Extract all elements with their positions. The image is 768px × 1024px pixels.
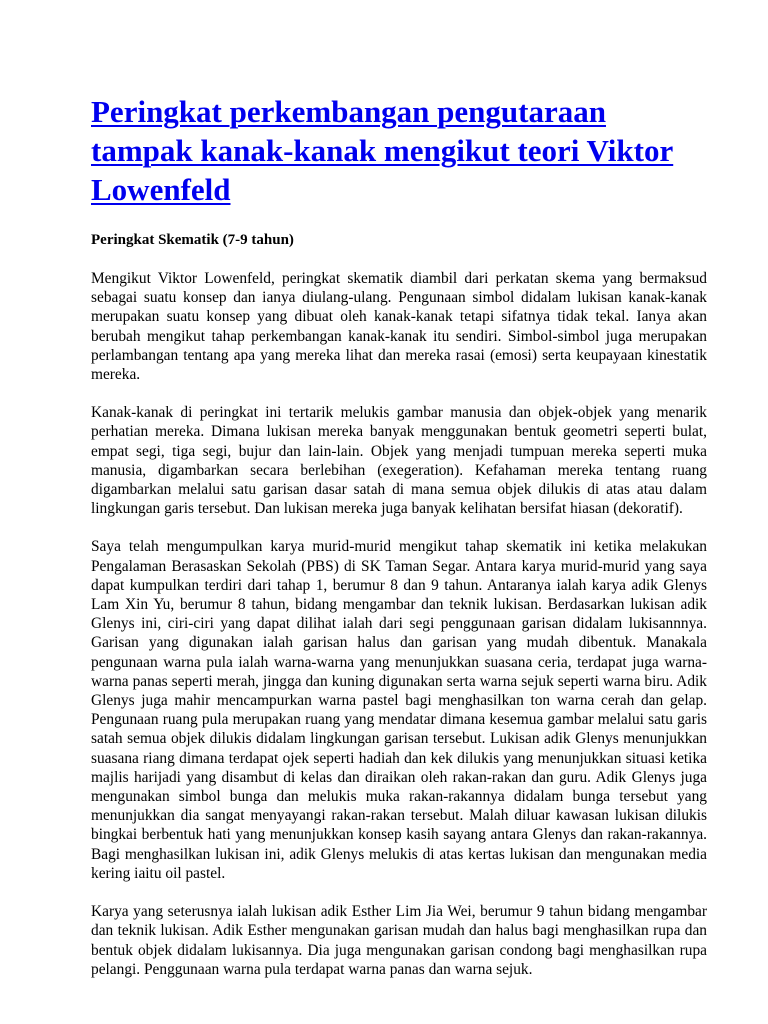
document-title-link[interactable]: Peringkat perkembangan pengutaraan tampak kanak-kanak mengikut teori Viktor Lowenfeld <box>91 94 674 207</box>
paragraph-4: Karya yang seterusnya ialah lukisan adik Esther Lim Jia Wei, berumur 9 tahun bidang mengambar dan teknik lukisan. Adik Esther mengunakan garisan mudah dan halus bagi menghasilkan rupa dan bentuk objek didalam lukisannya. Dia juga mengunakan garisan condong bagi menghasilkan rupa pelangi. Penggunaan warna pula terdapat warna panas dan warna sejuk. <box>91 903 707 978</box>
paragraph-2: Kanak-kanak di peringkat ini tertarik melukis gambar manusia dan objek-objek yang menarik perhatian mereka. Dimana lukisan mereka banyak menggunakan bentuk geometri seperti bulat, empat segi, tiga segi, bujur dan lain-lain. Objek yang menjadi tumpuan mereka seperti muka manusia, digambarkan secara berlebihan (exegeration). Kefahaman mereka tentang ruang digambarkan melalui satu garisan dasar satah di mana semua objek dilukis di atas atau dalam lingkungan garis tersebut. Dan lukisan mereka juga banyak kelihatan bersifat hiasan (dekoratif). <box>91 404 707 518</box>
paragraph-3: Saya telah mengumpulkan karya murid-murid mengikut tahap skematik ini ketika melakukan Pengalaman Berasaskan Sekolah (PBS) di SK Taman Segar. Antara karya murid-murid yang saya dapat kumpulkan terdiri dari tahap 1, berumur 8 dan 9 tahun. Antaranya ialah karya adik Glenys Lam Xin Yu, berumur 8 tahun, bidang mengambar dan teknik lukisan. Berdasarkan lukisan adik Glenys ini, ciri-ciri yang dapat dilihat ialah dari segi penggunaan garisan didalam lukisannnya. Garisan yang digunakan ialah garisan halus dan garisan yang mudah dibentuk. Manakala pengunaan warna pula ialah warna-warna yang menunjukkan suasana ceria, terdapat juga warna-warna panas seperti merah, jingga dan kuning digunakan serta warna sejuk seperti warna biru. Adik Glenys juga mahir mencampurkan warna pastel bagi menghasilkan ton warna cerah dan gelap. Pengunaan ruang pula merupakan ruang yang mendatar dimana kesemua gambar melalui satu garis satah semua objek dilukis didalam lingkungan garisan tersebut. Lukisan adik Glenys menunjukkan suasana riang dimana terdapat ojek seperti hadiah dan kek dilukis yang menunjukkan situasi ketika majlis harijadi yang disambut di kelas dan diraikan oleh rakan-rakan dan guru. Adik Glenys juga mengunakan simbol bunga dan melukis muka rakan-rakannya didalam bunga tersebut yang menunjukkan dia sangat menyayangi rakan-rakan tersebut. Malah diluar kawasan lukisan dilukis bingkai berbentuk hati yang menunjukkan konsep kasih sayang antara Glenys dan rakan-rakannya. Bagi menghasilkan lukisan ini, adik Glenys melukis di atas kertas lukisan dan mengunakan media kering iaitu oil pastel. <box>91 538 707 882</box>
paragraph-1: Mengikut Viktor Lowenfeld, peringkat skematik diambil dari perkatan skema yang bermaksud sebagai suatu konsep dan ianya diulang-ulang. Pengunaan simbol didalam lukisan kanak-kanak merupakan suatu konsep yang dibuat oleh kanak-kanak tetapi sifatnya tidak tekal. Ianya akan berubah mengikut tahap perkembangan kanak-kanak itu sendiri. Simbol-simbol juga merupakan perlambangan tentang apa yang mereka lihat dan mereka rasai (emosi) serta keupayaan kinestatik mereka. <box>91 270 707 384</box>
document-page <box>91 92 707 979</box>
section-heading: Peringkat Skematik (7-9 tahun) <box>91 232 294 248</box>
